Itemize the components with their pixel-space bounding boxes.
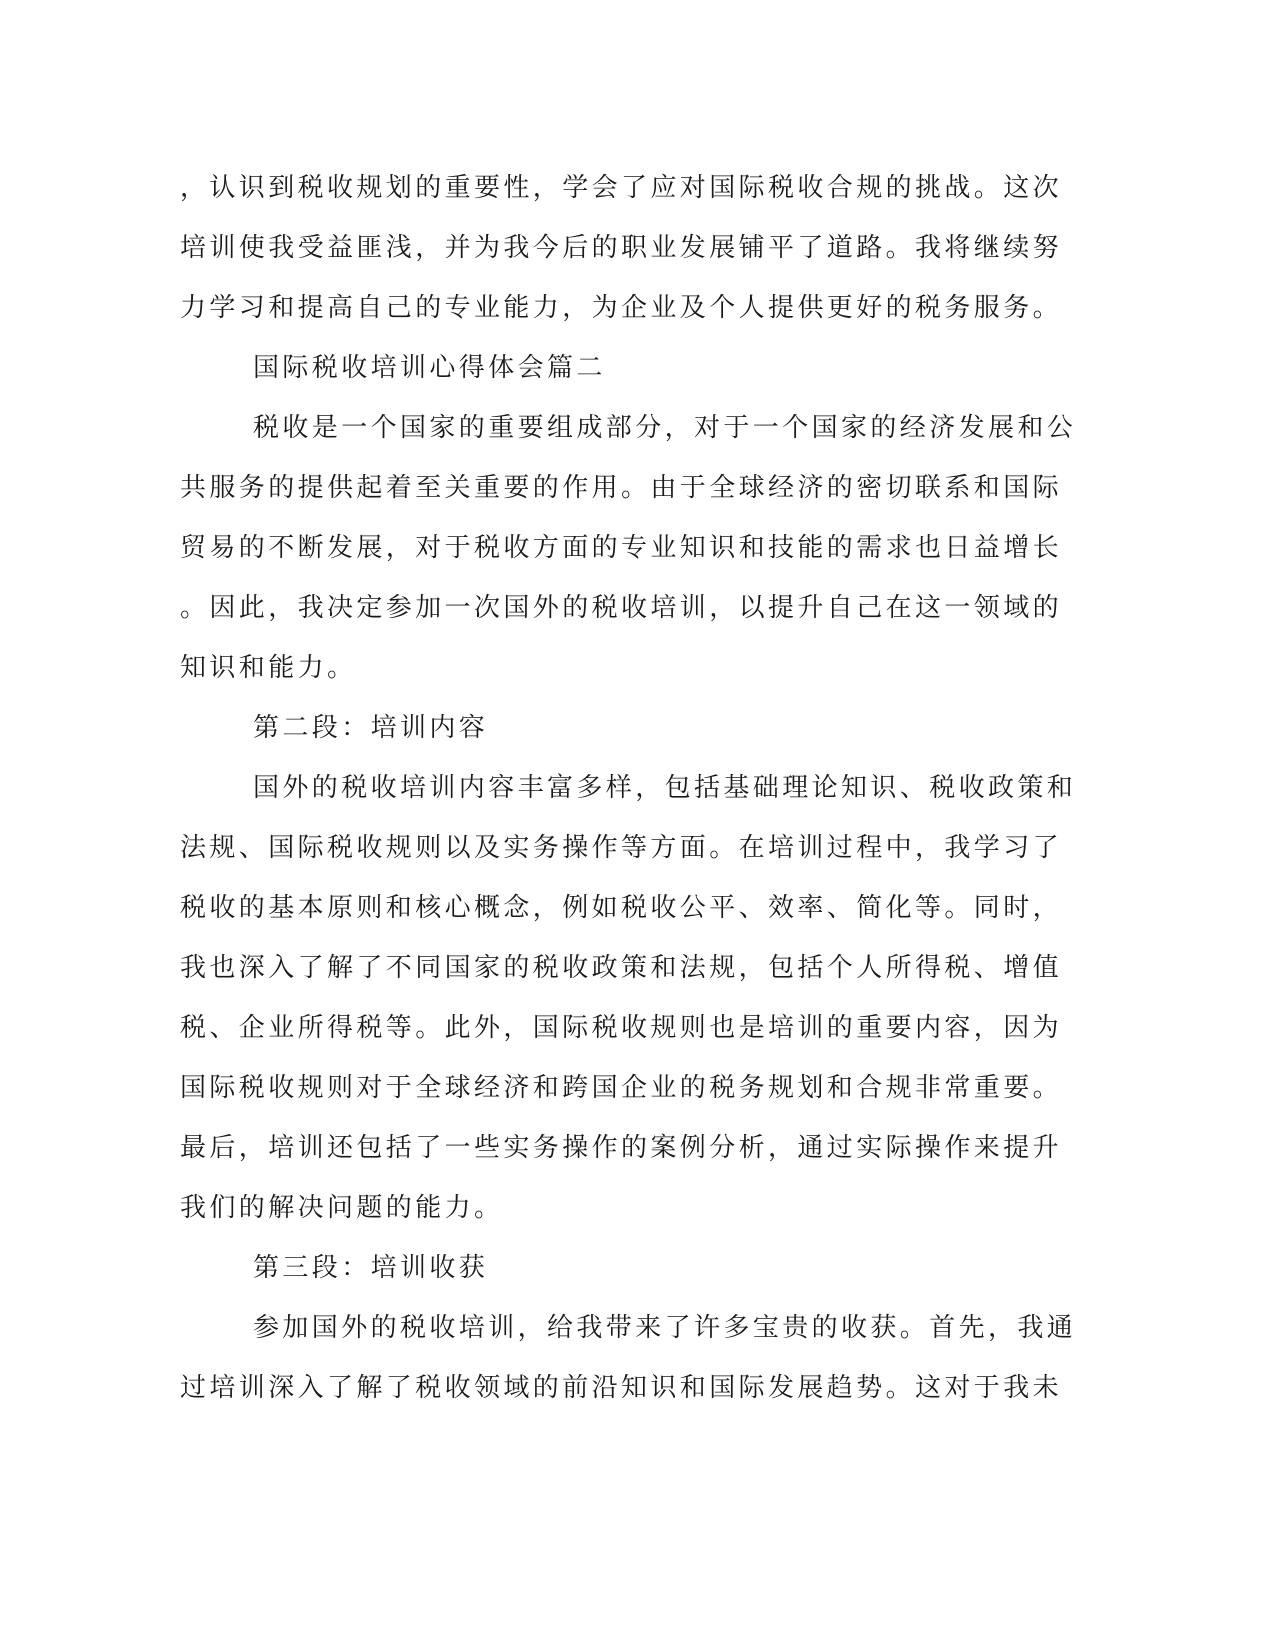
text-line: 知识和能力。 [180,653,357,683]
text-line: 共服务的提供起着至关重要的作用。由于全球经济的密切联系和国际 [180,473,1063,503]
section-heading: 第二段：培训内容 [253,713,489,743]
text-line: 力学习和提高自己的专业能力，为企业及个人提供更好的税务服务。 [180,293,1063,323]
text-line: 国际税收规则对于全球经济和跨国企业的税务规划和合规非常重要。 [180,1073,1063,1103]
document-body [180,158,1077,1418]
text-line: 税收的基本原则和核心概念，例如税收公平、效率、简化等。同时， [180,893,1063,923]
text-line: 贸易的不断发展，对于税收方面的专业知识和技能的需求也日益增长 [180,533,1063,563]
text-line: 法规、国际税收规则以及实务操作等方面。在培训过程中，我学习了 [180,833,1063,863]
text-line: 税收是一个国家的重要组成部分，对于一个国家的经济发展和公 [253,413,1077,443]
section-title: 国际税收培训心得体会篇二 [253,353,606,383]
text-line: 国外的税收培训内容丰富多样，包括基础理论知识、税收政策和 [253,773,1077,803]
text-line: 参加国外的税收培训，给我带来了许多宝贵的收获。首先，我通 [253,1313,1077,1343]
text-line: 培训使我受益匪浅，并为我今后的职业发展铺平了道路。我将继续努 [180,233,1063,263]
section-heading: 第三段：培训收获 [253,1253,489,1283]
text-line: 最后，培训还包括了一些实务操作的案例分析，通过实际操作来提升 [180,1133,1063,1163]
text-line: 过培训深入了解了税收领域的前沿知识和国际发展趋势。这对于我未 [180,1373,1063,1403]
text-line: 我也深入了解了不同国家的税收政策和法规，包括个人所得税、增值 [180,953,1063,983]
text-line: 税、企业所得税等。此外，国际税收规则也是培训的重要内容，因为 [180,1013,1063,1043]
text-line: ，认识到税收规划的重要性，学会了应对国际税收合规的挑战。这次 [180,173,1063,203]
text-line: 。因此，我决定参加一次国外的税收培训，以提升自己在这一领域的 [180,593,1063,623]
text-line: 我们的解决问题的能力。 [180,1193,504,1223]
